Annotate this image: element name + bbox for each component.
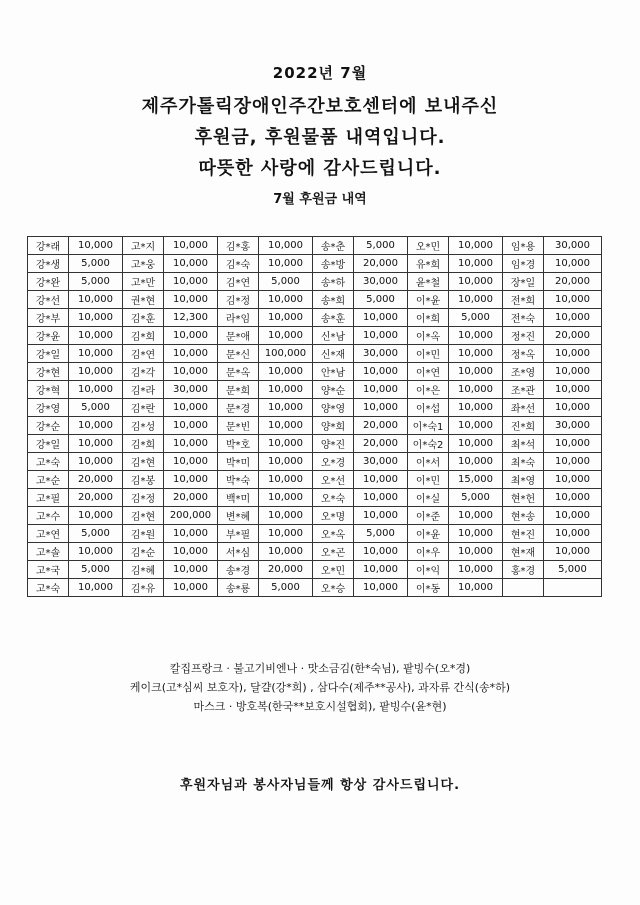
donor-name-cell: 김*혜 [123,561,164,579]
donation-amount-cell: 10,000 [259,255,313,273]
donation-amount-cell: 10,000 [164,291,218,309]
donor-name-cell: 오*승 [313,579,354,597]
donor-name-cell: 고*국 [28,561,69,579]
table-row [28,309,602,327]
header-line-2: 후원금, 후원물품 내역입니다. [194,127,446,148]
donor-name-cell: 고*지 [123,237,164,255]
donor-name-cell: 이*윤 [408,525,449,543]
donor-name-cell: 진*희 [503,417,544,435]
donor-name-cell: 라*임 [218,309,259,327]
donation-amount-cell: 10,000 [69,237,123,255]
donation-amount-cell: 10,000 [449,255,503,273]
donation-amount-cell: 30,000 [544,237,602,255]
donor-name-cell: 문*경 [218,399,259,417]
donation-amount-cell: 10,000 [449,417,503,435]
donor-name-cell: 이*은 [408,381,449,399]
donor-name-cell: 강*부 [28,309,69,327]
donation-amount-cell: 5,000 [259,579,313,597]
donor-name-cell: 정*진 [503,327,544,345]
goods-line-1: 칼집프랑크 · 불고기비엔나 · 맛소금김(한*숙님), 팥빙수(오*경) [169,662,471,675]
donor-name-cell: 박*호 [218,435,259,453]
table-row [28,579,602,597]
donation-amount-cell: 10,000 [354,543,408,561]
header-year: 2022년 7월 [272,64,368,82]
donor-name-cell: 윤*철 [408,273,449,291]
donation-amount-cell: 10,000 [354,471,408,489]
donation-amount-cell: 12,300 [164,309,218,327]
donor-name-cell: 서*심 [218,543,259,561]
donation-amount-cell: 10,000 [164,237,218,255]
donor-name-cell: 박*미 [218,453,259,471]
donor-name-cell: 신*남 [313,327,354,345]
table-row [28,327,602,345]
donor-name-cell: 고*순 [28,471,69,489]
donation-amount-cell: 10,000 [354,399,408,417]
donor-name-cell: 강*순 [28,417,69,435]
donor-name-cell: 김*연 [218,273,259,291]
donor-name-cell: 조*영 [503,363,544,381]
donation-amount-cell: 15,000 [449,471,503,489]
donor-name-cell: 장*일 [503,273,544,291]
donor-name-cell: 강*생 [28,255,69,273]
donation-amount-cell: 10,000 [259,471,313,489]
donation-amount-cell: 10,000 [544,435,602,453]
donation-amount-cell: 10,000 [354,489,408,507]
donation-amount-cell: 10,000 [164,471,218,489]
donor-name-cell: 송*하 [313,273,354,291]
header-line-1: 제주가톨릭장애인주간보호센터에 보내주신 [141,96,499,117]
donation-amount-cell: 10,000 [164,345,218,363]
donor-name-cell: 김*유 [123,579,164,597]
donor-name-cell: 김*라 [123,381,164,399]
donation-amount-cell: 10,000 [449,543,503,561]
donor-name-cell: 신*재 [313,345,354,363]
table-row [28,453,602,471]
donor-name-cell: 고*필 [28,489,69,507]
donor-name-cell: 현*헌 [503,489,544,507]
donor-name-cell: 양*영 [313,399,354,417]
donor-name-cell: 조*관 [503,381,544,399]
donation-amount-cell: 10,000 [544,345,602,363]
donor-name-cell [503,579,544,597]
donation-amount-cell: 10,000 [449,363,503,381]
donor-name-cell: 이*숙1 [408,417,449,435]
donor-name-cell: 송*춘 [313,237,354,255]
donation-amount-cell: 10,000 [164,327,218,345]
donor-name-cell: 오*명 [313,507,354,525]
donation-amount-cell: 10,000 [69,291,123,309]
donation-amount-cell: 10,000 [544,453,602,471]
donor-name-cell: 김*훈 [123,309,164,327]
table-row [28,399,602,417]
donor-name-cell: 최*숙 [503,453,544,471]
donation-amount-cell: 10,000 [354,363,408,381]
goods-line-3: 마스크 · 방호복(한국**보호시설협회), 팥빙수(윤*현) [193,700,447,713]
donor-name-cell: 백*미 [218,489,259,507]
donor-name-cell: 김*원 [123,525,164,543]
donation-amount-cell: 30,000 [164,381,218,399]
donation-amount-cell: 10,000 [354,579,408,597]
donor-name-cell: 현*재 [503,543,544,561]
donor-name-cell: 강*영 [28,399,69,417]
donor-name-cell: 오*옥 [313,525,354,543]
donor-name-cell: 양*희 [313,417,354,435]
donor-name-cell: 이*옥 [408,327,449,345]
donor-name-cell: 양*진 [313,435,354,453]
donor-name-cell: 고*연 [28,525,69,543]
header [0,62,640,184]
donor-name-cell: 최*석 [503,435,544,453]
donor-name-cell: 오*경 [313,453,354,471]
donor-name-cell: 이*준 [408,507,449,525]
donor-name-cell: 김*란 [123,399,164,417]
donation-amount-cell: 10,000 [164,543,218,561]
donor-name-cell: 유*희 [408,255,449,273]
donor-name-cell: 김*희 [123,327,164,345]
donation-amount-cell: 10,000 [449,453,503,471]
donation-amount-cell: 10,000 [544,543,602,561]
donation-amount-cell [544,579,602,597]
table-row [28,363,602,381]
donation-amount-cell: 5,000 [354,525,408,543]
donation-amount-cell: 10,000 [69,345,123,363]
donation-amount-cell: 30,000 [354,453,408,471]
donation-amount-cell: 10,000 [544,525,602,543]
donor-name-cell: 김*연 [123,345,164,363]
table-row [28,291,602,309]
donation-amount-cell: 20,000 [544,327,602,345]
donor-name-cell: 송*룡 [218,579,259,597]
header-line-3: 따뜻한 사랑에 감사드립니다. [198,158,442,179]
donor-name-cell: 변*혜 [218,507,259,525]
donor-name-cell: 고*숙 [28,453,69,471]
donor-name-cell: 이*섭 [408,399,449,417]
donation-amount-cell: 10,000 [544,363,602,381]
donor-name-cell: 송*방 [313,255,354,273]
donation-amount-cell: 10,000 [259,363,313,381]
donor-name-cell: 문*희 [218,381,259,399]
donation-amount-cell: 10,000 [544,507,602,525]
table-row [28,543,602,561]
donor-name-cell: 양*순 [313,381,354,399]
donation-amount-cell: 10,000 [164,255,218,273]
donation-amount-cell: 10,000 [354,327,408,345]
donation-amount-cell: 20,000 [354,417,408,435]
donor-name-cell: 박*숙 [218,471,259,489]
donation-amount-cell: 10,000 [449,327,503,345]
donation-amount-cell: 10,000 [164,399,218,417]
donor-name-cell: 송*희 [313,291,354,309]
donation-amount-cell: 10,000 [449,435,503,453]
donor-name-cell: 오*선 [313,471,354,489]
donation-amount-cell: 10,000 [354,561,408,579]
donation-amount-cell: 20,000 [354,255,408,273]
donation-amount-cell: 10,000 [449,579,503,597]
donation-amount-cell: 10,000 [69,435,123,453]
donation-amount-cell: 10,000 [259,543,313,561]
donation-amount-cell: 5,000 [354,237,408,255]
donation-amount-cell: 10,000 [259,309,313,327]
donor-name-cell: 임*경 [503,255,544,273]
donation-amount-cell: 10,000 [544,381,602,399]
donor-name-cell: 전*희 [503,291,544,309]
donation-amount-cell: 10,000 [449,273,503,291]
donor-name-cell: 강*현 [28,363,69,381]
donor-name-cell: 강*일 [28,435,69,453]
donation-amount-cell: 10,000 [354,507,408,525]
donation-amount-cell: 10,000 [544,309,602,327]
donor-name-cell: 고*만 [123,273,164,291]
donor-name-cell: 김*성 [123,417,164,435]
donation-amount-cell: 10,000 [449,237,503,255]
donation-amount-cell: 10,000 [354,381,408,399]
donation-amount-cell: 5,000 [69,273,123,291]
donation-amount-cell: 5,000 [354,291,408,309]
donor-name-cell: 좌*선 [503,399,544,417]
donation-amount-cell: 10,000 [69,579,123,597]
donor-name-cell: 문*애 [218,327,259,345]
table-row [28,489,602,507]
donor-name-cell: 고*수 [28,507,69,525]
donor-name-cell: 강*일 [28,345,69,363]
donation-amount-cell: 10,000 [164,453,218,471]
donation-amount-cell: 10,000 [69,417,123,435]
donation-amount-cell: 5,000 [449,309,503,327]
donation-amount-cell: 10,000 [449,525,503,543]
donor-name-cell: 이*숙2 [408,435,449,453]
donor-name-cell: 현*송 [503,507,544,525]
donation-amount-cell: 5,000 [69,525,123,543]
donation-amount-cell: 5,000 [449,489,503,507]
donor-name-cell: 이*우 [408,543,449,561]
table-row [28,237,602,255]
donation-amount-cell: 30,000 [354,345,408,363]
donor-name-cell: 홍*경 [503,561,544,579]
donor-name-cell: 문*신 [218,345,259,363]
donation-amount-cell: 5,000 [69,399,123,417]
donation-amount-cell: 10,000 [259,435,313,453]
table-row [28,561,602,579]
donor-name-cell: 이*연 [408,363,449,381]
donation-amount-cell: 10,000 [544,255,602,273]
donation-amount-cell: 10,000 [259,417,313,435]
donor-name-cell: 오*숙 [313,489,354,507]
donor-name-cell: 강*래 [28,237,69,255]
table-row [28,381,602,399]
table-row [28,255,602,273]
donation-amount-cell: 10,000 [449,291,503,309]
donation-amount-cell: 10,000 [259,381,313,399]
donor-name-cell: 김*숙 [218,255,259,273]
donor-name-cell: 이*윤 [408,291,449,309]
donation-amount-cell: 10,000 [69,309,123,327]
donation-amount-cell: 200,000 [164,507,218,525]
donation-amount-cell: 20,000 [69,471,123,489]
donor-name-cell: 권*현 [123,291,164,309]
donation-table [27,236,602,597]
donation-amount-cell: 5,000 [69,561,123,579]
donation-amount-cell: 20,000 [259,561,313,579]
donation-amount-cell: 5,000 [69,255,123,273]
donation-amount-cell: 10,000 [259,291,313,309]
donor-name-cell: 김*정 [123,489,164,507]
donor-name-cell: 강*완 [28,273,69,291]
donor-name-cell: 임*용 [503,237,544,255]
donor-name-cell: 강*선 [28,291,69,309]
donor-name-cell: 강*윤 [28,327,69,345]
donation-amount-cell: 10,000 [259,525,313,543]
donation-amount-cell: 10,000 [164,363,218,381]
donation-amount-cell: 10,000 [449,561,503,579]
table-row [28,345,602,363]
donor-name-cell: 김*홍 [218,237,259,255]
donor-name-cell: 이*실 [408,489,449,507]
donation-amount-cell: 10,000 [259,489,313,507]
donation-amount-cell: 10,000 [259,507,313,525]
donation-amount-cell: 10,000 [449,399,503,417]
table-row [28,471,602,489]
donor-name-cell: 송*훈 [313,309,354,327]
donation-amount-cell: 10,000 [69,381,123,399]
donor-name-cell: 정*옥 [503,345,544,363]
donation-amount-cell: 10,000 [544,471,602,489]
donation-amount-cell: 10,000 [354,309,408,327]
donor-name-cell: 김*봉 [123,471,164,489]
donor-name-cell: 김*희 [123,435,164,453]
donation-amount-cell: 10,000 [69,543,123,561]
donation-amount-cell: 30,000 [544,417,602,435]
donation-amount-cell: 10,000 [259,327,313,345]
donation-amount-cell: 5,000 [259,273,313,291]
donor-name-cell: 강*혁 [28,381,69,399]
donation-amount-cell: 20,000 [164,489,218,507]
donation-amount-cell: 10,000 [544,489,602,507]
donation-amount-cell: 10,000 [69,327,123,345]
donor-name-cell: 이*동 [408,579,449,597]
donation-amount-cell: 10,000 [449,507,503,525]
donation-amount-cell: 10,000 [259,453,313,471]
donor-name-cell: 김*현 [123,507,164,525]
donation-amount-cell: 10,000 [259,237,313,255]
donation-amount-cell: 20,000 [69,489,123,507]
donated-goods [0,659,640,716]
donation-amount-cell: 10,000 [449,381,503,399]
donation-amount-cell: 10,000 [259,399,313,417]
donation-amount-cell: 10,000 [449,345,503,363]
donor-name-cell: 고*웅 [123,255,164,273]
table-row [28,273,602,291]
table-subtitle: 7월 후원금 내역 [273,192,367,207]
closing-message: 후원자님과 봉사자님들께 항상 감사드립니다. [179,778,461,793]
donation-amount-cell: 10,000 [69,507,123,525]
donor-name-cell: 이*익 [408,561,449,579]
table-row [28,417,602,435]
donation-amount-cell: 5,000 [544,561,602,579]
donor-name-cell: 송*경 [218,561,259,579]
table-row [28,435,602,453]
table-row [28,507,602,525]
donor-name-cell: 김*순 [123,543,164,561]
donor-name-cell: 문*옥 [218,363,259,381]
donation-amount-cell: 20,000 [354,435,408,453]
donor-name-cell: 고*솔 [28,543,69,561]
donation-amount-cell: 10,000 [164,525,218,543]
donation-amount-cell: 10,000 [164,417,218,435]
donor-name-cell: 문*빈 [218,417,259,435]
table-row [28,525,602,543]
donation-amount-cell: 10,000 [164,561,218,579]
donor-name-cell: 김*각 [123,363,164,381]
donor-name-cell: 안*남 [313,363,354,381]
donor-name-cell: 이*민 [408,471,449,489]
donor-name-cell: 김*정 [218,291,259,309]
donation-amount-cell: 30,000 [354,273,408,291]
donor-name-cell: 전*숙 [503,309,544,327]
donation-amount-cell: 20,000 [544,273,602,291]
donor-name-cell: 오*민 [313,561,354,579]
donor-name-cell: 이*희 [408,309,449,327]
donation-amount-cell: 10,000 [69,363,123,381]
donation-amount-cell: 10,000 [544,291,602,309]
donor-name-cell: 이*민 [408,345,449,363]
goods-line-2: 케이크(고*심씨 보호자), 달걀(강*희) , 삼다수(제주**공사), 과자류 간식(송*하) [129,681,511,694]
donor-name-cell: 이*서 [408,453,449,471]
donation-amount-cell: 10,000 [164,579,218,597]
donor-name-cell: 김*현 [123,453,164,471]
donor-name-cell: 부*필 [218,525,259,543]
donation-amount-cell: 10,000 [164,435,218,453]
donation-amount-cell: 10,000 [69,453,123,471]
donor-name-cell: 오*곤 [313,543,354,561]
donor-name-cell: 오*민 [408,237,449,255]
donation-amount-cell: 100,000 [259,345,313,363]
donor-name-cell: 최*영 [503,471,544,489]
donor-name-cell: 현*진 [503,525,544,543]
donation-amount-cell: 10,000 [164,273,218,291]
donation-amount-cell: 10,000 [544,399,602,417]
donor-name-cell: 고*숙 [28,579,69,597]
